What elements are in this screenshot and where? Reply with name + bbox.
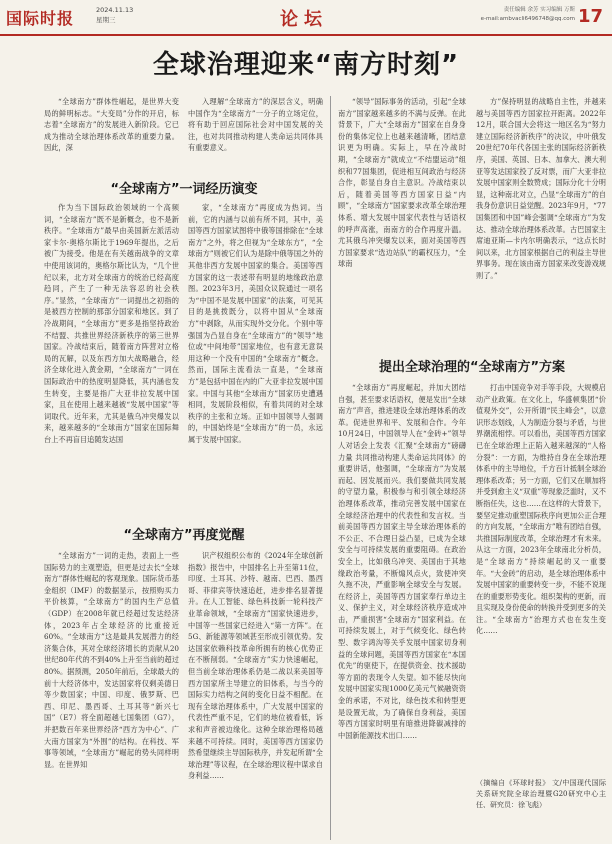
subhead-proposal: 提出全球治理的“全球南方”方案 xyxy=(378,360,566,375)
author-note-text: （摘编自《环球时报》 文/中国现代国际关系研究院全球治理暨G20研究中心主任、研究员：徐飞彪） xyxy=(476,779,606,809)
evolution-col-2 xyxy=(188,202,323,510)
awakening-col-1 xyxy=(44,550,179,840)
section-title: 论坛 xyxy=(280,9,328,30)
column-divider xyxy=(330,96,331,840)
context-paragraph-2: 方”保持明显的战略自主性，并越来越与美国等西方国家拉开距离。2022年12月，联合国大会将这一地区名为“努力建立国际经济新秩序”的决议，中叶俄发20世纪70年代各国主张的国际经济新秩序，美国、英国、日本、加拿大、澳大利亚等发达国家投了反对票，而广大亚非拉发展中国家则全数赞成；国际分化十分明显，这种南北对立，凸显“全球南方”的自我身份意识日益觉醒。2023年9月，“77国集团和中国”峰会强调“全球南方”为发达、推动全球治理体系改革。古巴国家主席迪亚斯—卡内尔明确表示，“这点长时间以来，北方国家根据自己的利益主导世界事务。现在该由南方国家来改变游戏规则了。” xyxy=(476,97,606,280)
awakening-col-2 xyxy=(188,550,323,840)
article-title: 全球治理迎来“南方时刻” xyxy=(152,50,460,80)
newspaper-logo: 国际时报 xyxy=(6,9,75,28)
author-note xyxy=(476,778,606,840)
date-text: 2024.11.13 xyxy=(96,6,134,14)
proposal-col-2 xyxy=(476,382,606,772)
weekday-text: 星期三 xyxy=(96,16,116,24)
evolution-col-1 xyxy=(44,202,179,510)
editor-line: 责任编辑 余芳 实习编辑 万斯 xyxy=(503,7,575,13)
awakening-paragraph-2: 识产权组织公布的《2024年全球创新指数》报告中，中国排名上升至第11位，印度、土耳其、沙特、越南、巴西、墨西哥、菲律宾等快速追赶，进步排名显著提升。在人工智能、绿色科技新一轮科技产业革命领域，“全球南方”国家快速进步，中国等一些国家已经进入“第一方阵”。在5G、新能源等领域甚至形成引领优势。发达国家依赖科技革命所拥有的核心优势正在不断削弱。“全球南方”实力快速崛起，但当前全球治理体系仍是二战以来美国等西方国家所主导建立的旧体系，与当今的国际实力结构之间的变化日益不相配。在现有全球治理体系中，广大发展中国家的代表性严重不足，它们的地位被看低，诉求和声音被边缘化。这种全球治理格局越来越不可持续。同时，美国等西方国家仍然希望继续主导国际秩序，并发起所谓“全球治理”等议程，在全球治理议程中谋求自身利益…… xyxy=(188,551,323,781)
context-paragraph-1: “领导”国际事务的活动，引起“全球南方”国家越来越多的不满与反弹。在此背景下，广大“全球南方”国家在自身身份的集体定位上也越来越清晰，团结意识更为明确。实际上，早在冷战时期，“全球南方”就成立“不结盟运动”组织和77国集团，促进相互间政治与经济合作，彰显自身自主意识。冷战结束以后，随着美国等西方国家日益“内顾”，“全球南方”国家要求改革全球治理体系、增大发展中国家代表性与话语权的呼声高涨，南南方的合作再度升温。尤其俄乌冲突爆发以来，面对美国等西方国家要求“选边站队”的霸权压力，“全球南 xyxy=(338,97,466,269)
page-header xyxy=(0,0,612,36)
lead-col-2 xyxy=(188,96,323,170)
context-col-2 xyxy=(476,96,606,336)
subhead-awakening: “全球南方”再度觉醒 xyxy=(123,528,245,543)
evolution-paragraph-1: 作为当下国际政治领域的一个高频词，“全球南方”既不是新概念，也不是新秩序。“全球南方”最早由美国新左派活动家卡尔·奥格尔斯比于1969年提出，之后被广为接受。他是在有关越南战争的文章中使用该词的，奥格尔斯比认为，“几个世纪以来，北方对全球南方的统治已经高度趋同，产生了一种无法容忍的社会秩序。”显然，“全球南方”一词提出之初指的是被西方控制的那部分国家和地区。到了冷战期间，“全球南方”更多是指坚持政治不结盟、共推世界经济新秩序的第三世界国家。冷战结束后，随着南方阵营对立格局的瓦解，以及东西方加大战略融合，经济全球化进入黄金期，“全球南方”一词在国际政治中的热度明显降低，其内涵也发生转变，主要是指广大亚非拉发展中国家，且在使用上越来越被“发展中国家”等词取代。近年来，尤其是俄乌冲突爆发以来，越来越多的“全球南方”国家在国际舞台上不再盲目追随发达国 xyxy=(44,203,179,444)
page-number: 17 xyxy=(578,6,604,27)
proposal-paragraph-1: “全球南方”再度崛起，并加大团结自强，甚至要求话语权，便是发出“全球南方”声音，推进建设全球治理体系的改革。促进世界和平、发展和合作。今年10月24日，中国领导人在“金砖+”领导人对话会上发表《汇聚“全球南方”磅礴力量 共同推动构建人类命运共同体》的重要讲话，他强调，“全球南方”为发展而起、因发展而兴。我们要做共同发展的守望力量，积极参与和引领全球经济治理体系改革，推动完善发展中国家在全球经济治理中的代表性和发言权。当前美国等西方国家主导全球治理体系的不公正、不合理日益凸显，已成为全球安全与可持续发展的重要阻碍。在政治安全上，比如俄乌冲突、美国由于其地缘政治考量，不断煽风点火，致使冲突久拖不决，严重影响全球安全与发展。在经济上，美国等西方国家奉行单边主义、保护主义，对全球经济秩序造成冲击，严重损害“全球南方”国家利益。在可持续发展上，对于气候变化、绿色转型、数字鸿沟等关乎发展中国家切身利益的全球问题，美国等西方国家在“本国优先”的驱使下，在提供资金、技术援助等方面的表现令人失望。如不能尽快向发展中国家实现1000亿美元气候融资资金的承诺，不对比，绿色技术和转型更是设置无故，为了确保自身利益，美国等西方国家时明里有暗推进降碳减排的中国新能源技术出口…… xyxy=(338,383,466,740)
lead-paragraph-1: “全球南方”群体性崛起，是世界大变局的鲜明标志。“大变局”分作的开启，标志着“全球南方”的发展进入新阶段。它已成为推动全球治理体系改革的重要力量。因此，深 xyxy=(44,97,179,153)
lead-col-1 xyxy=(44,96,179,170)
proposal-paragraph-2: 打击中国竞争对手等手段，大规模启动产业政策。在文化上，华盛顿集团“价值观外交”，公开所谓“民主峰会”，以意识形态划线，人为制造分裂与矛盾，与世界潮流相悖。可以看出，美国等西方国家已在全球治理上正陷入越来越深的“人格分裂”：一方面，为维持自身在全球治理体系中的主导地位，千方百计抵制全球治理体系改革；另一方面，它们又在顺加将并受到愈主义“双重”等现象泛滥时，又不断指任失，这也……在这样的大背景下，要坚定推动重塑国际秩序向更加公正合理的方向发展，“全球南方”唯有团结自强，共推国际制度改革，全球治理才有未来。从这一方面，2023年全球南北分析员，是“全球南方”持续崛起的又一重要年。“大金砖”的启动，是全球治理体系中发展中国家的重要转变一步，不能不说现在的重要形势变化。组织架构的更新，而且实现及身份使命的转换并受到更多的关注。“全球南方”治理方式也在发生变化…… xyxy=(476,383,606,636)
editor-info xyxy=(395,6,575,24)
context-col-1 xyxy=(338,96,466,336)
awakening-paragraph-1: “全球南方”一词的走热，表面上一些国际势力的主观塑造，但更是过去长“全球南方”群体性崛起的客观现象。国际货币基金组织（IMF）的数据显示，按照购买力平价核算，“全球南方”的国内生产总值（GDP）在2008年就已经超过发达经济体，2023年占全球经济的比重接近60%。“全球南方”这是最具发展潜力的经济集合体，其对全球经济增长的贡献从20世纪80年代的不到40%上升至当前的超过80%。据预测，2050年前后，全球最大的前十大经济体中，发达国家将仅剩美德日等少数国家；中国、印度、俄罗斯、巴西、印尼、墨西哥、土耳其等“新兴七国”（E7）将全面超越七国集团（G7），并把数百年来世界经济“西方为中心”、广大南方国家为“外围”的结构。在科技、军事等领域，“全球南方”崛起的势头同样明显。在世界知 xyxy=(44,551,179,769)
subhead-evolution: “全球南方”一词经历演变 xyxy=(110,182,258,197)
email-line: e-mail:ambvacli6496748@qq.com xyxy=(480,16,575,22)
issue-date xyxy=(96,5,133,25)
proposal-col-1 xyxy=(338,382,466,840)
evolution-paragraph-2: 家，“全球南方”再度成为热词。当前，它的内涵与以前有所不同，其中，美国等西方国家试图将中俄等国排除在“全球南方”之外，将之但视为“全球东方”，“全球南方”则被它们认为是除中俄等国之外的其他非西方发展中国家的集合。美国等西方国家的这一表述带有明显的地缘政治意图。2023年3月，美国众议院通过一项名为“中国不是发展中国家”的法案，可见其目的是挑拨既分，以将中国从“全球南方”中剥除，从而实现外交分化。个别中等强国为凸显自身在“全球南方”的“领导”地位或“中间地带”国家地位，也有意无意误用这种一个没有中国的“全球南方”概念。然而，国际主流看法一直是，“全球南方”是包括中国在内的广大亚非拉发展中国家。中国与其他“全球南方”国家历史遭遇相同，发展阶段相似，有着共同的对全球秩序的主张和立场。正如中国领导人强调的，中国始终是“全球南方”的一员，永远属于发展中国家。 xyxy=(188,203,323,444)
lead-paragraph-2: 入理解“全球南方”的深层含义，明确中国作为“全球南方”一分子的立场定位，将有助于回应国际社会对中国发展的关注，也对共同推动构建人类命运共同体具有重要意义。 xyxy=(188,97,323,153)
